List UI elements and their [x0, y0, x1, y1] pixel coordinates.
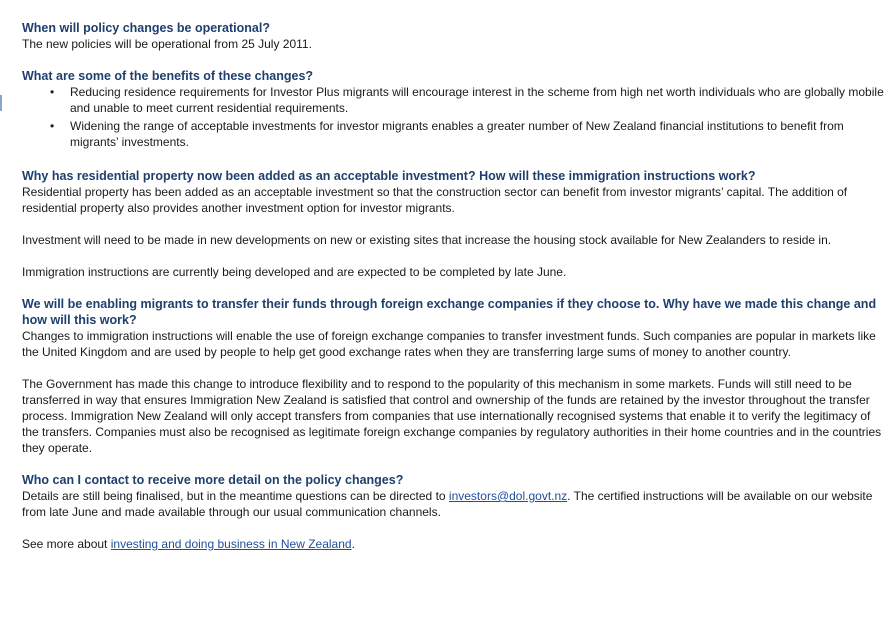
section-heading: Who can I contact to receive more detail on the policy changes? — [22, 473, 404, 487]
investing-link[interactable]: investing and doing business in New Zealand — [110, 537, 352, 551]
section-heading: Why has residential property now been added as an acceptable investment? How will these immigration instructions work? — [22, 169, 756, 183]
section-heading: We will be enabling migrants to transfer their funds through foreign exchange companies if they choose to. Why have we made this change and how will this work? — [22, 297, 877, 327]
list-item: • Widening the range of acceptable investments for investor migrants enables a greater number of New Zealand financial institutions to benefit from migrants’ investments. — [70, 118, 884, 150]
section-residential-property — [22, 168, 884, 280]
footer-prefix: See more about — [22, 537, 111, 551]
footer-suffix: . — [351, 537, 355, 551]
section-body: The new policies will be operational from 25 July 2011. — [22, 37, 312, 51]
list-item: • Reducing residence requirements for Investor Plus migrants will encourage interest in the scheme from high net worth individuals who are globally mobile and unable to meet current residential requirements. — [70, 84, 884, 116]
section-operational-date — [22, 20, 884, 52]
section-paragraph: Immigration instructions are currently being developed and are expected to be completed by late June. — [22, 265, 567, 279]
section-paragraph: Investment will need to be made in new developments on new or existing sites that increase the housing stock available for New Zealanders to reside in. — [22, 233, 832, 247]
section-body — [22, 488, 884, 520]
section-foreign-exchange — [22, 296, 884, 456]
contact-text-after: . The certified instructions will be available on our website from late June and made available through our usual communication channels. — [22, 489, 873, 519]
section-benefits — [22, 68, 884, 150]
section-heading: What are some of the benefits of these changes? — [22, 69, 314, 83]
page-edge-marker — [0, 95, 2, 111]
section-heading: When will policy changes be operational? — [22, 21, 270, 35]
section-paragraph: Changes to immigration instructions will enable the use of foreign exchange companies to transfer investment funds. Such companies are popular in markets like the United Kingdom and are used by people to help get good exchange rates when they are transferring large sums of money to another country. — [22, 329, 876, 359]
section-paragraph: The Government has made this change to introduce flexibility and to respond to the popularity of this mechanism in some markets. Funds will still need to be transferred in way that ensures Immigration New Zealand is satisfied that control and ownership of the funds are retained by the investor throughout the transfer process. Immigration New Zealand will only accept transfers from companies that use internationally recognised systems that enable it to verify the legitimacy of the transfers. Companies must also be recognised as legitimate foreign exchange companies by regulatory authorities in their home countries and in the countries they operate. — [22, 377, 882, 455]
article-content — [22, 20, 884, 552]
benefits-list — [22, 84, 884, 150]
email-link[interactable]: investors@dol.govt.nz — [448, 489, 568, 503]
section-paragraph: Residential property has been added as an acceptable investment so that the construction sector can benefit from investor migrants’ capital. The addition of residential property also provides another investment option for investor migrants. — [22, 185, 848, 215]
contact-text-before: Details are still being finalised, but in the meantime questions can be directed to — [22, 489, 449, 503]
section-contact — [22, 472, 884, 520]
footer-see-more — [22, 536, 884, 552]
